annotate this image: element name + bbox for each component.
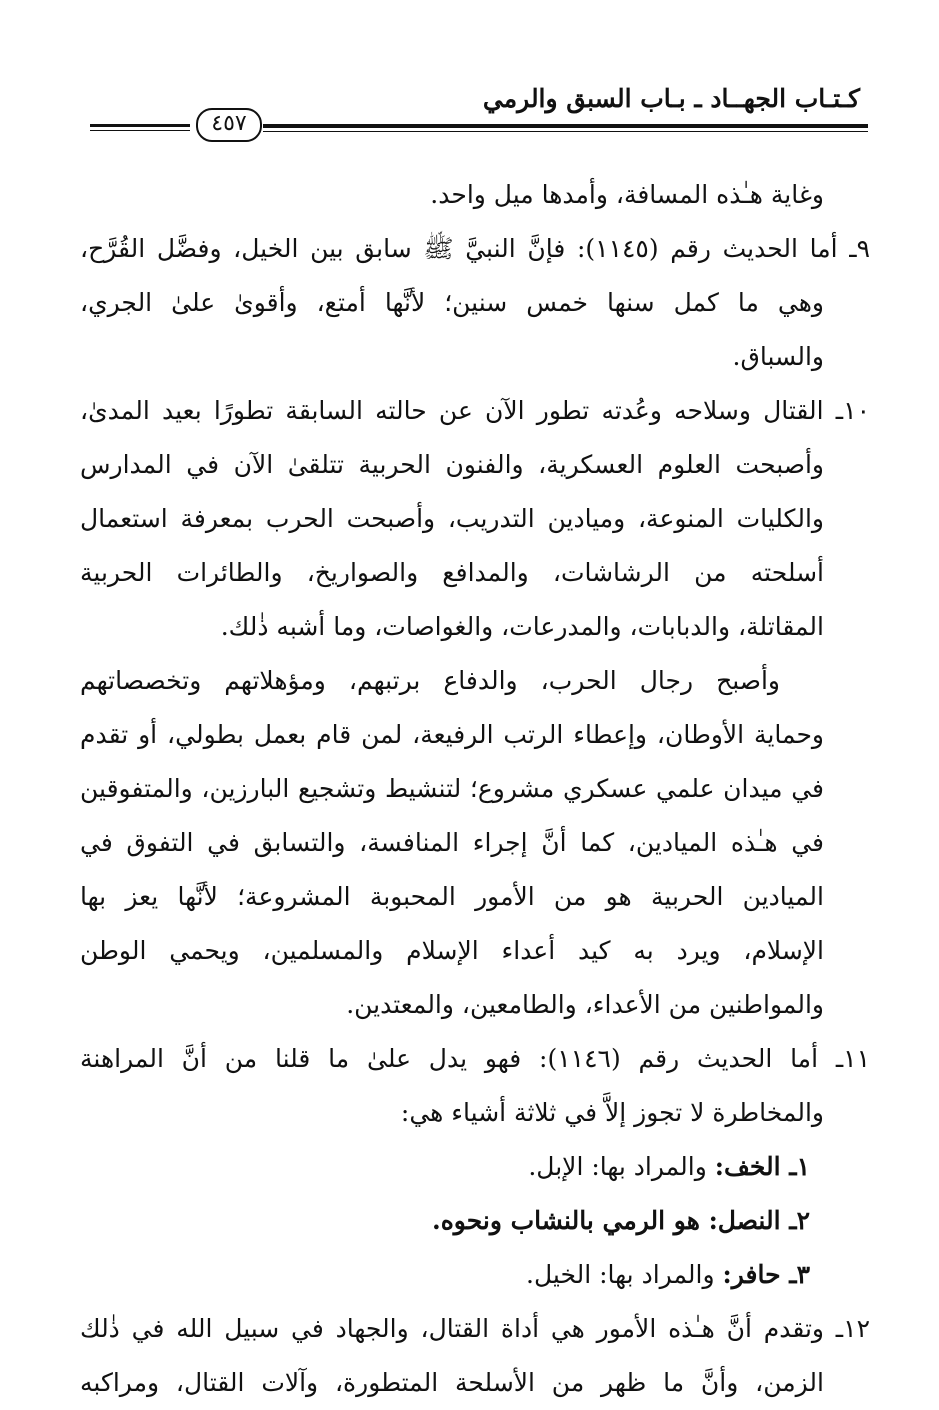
header-rule-left-thin bbox=[90, 130, 190, 131]
list-text: هو الرمي بالنشاب ونحوه. bbox=[432, 1206, 709, 1235]
text-line: وأصبح رجال الحرب، والدفاع برتبهم، ومؤهلاتهم وتخصصاتهم bbox=[80, 666, 780, 695]
list-item bbox=[80, 1194, 870, 1248]
text-line: أسلحته من الرشاشات، والمدافع والصواريخ، والطائرات الحربية bbox=[80, 558, 824, 587]
body-text bbox=[80, 168, 870, 1410]
list-text: والمراد بها: الإبل. bbox=[528, 1152, 715, 1181]
text-line: ١٠ـ القتال وسلاحه وعُدته تطور الآن عن حالته السابقة تطورًا بعيد المدىٰ، bbox=[80, 396, 870, 425]
list-term: ٢ـ النصل: bbox=[708, 1206, 810, 1235]
header-rule-left-thick bbox=[90, 124, 190, 127]
list-item bbox=[80, 1248, 870, 1302]
text-line: وغاية هـٰذه المسافة، وأمدها ميل واحد. bbox=[430, 180, 824, 209]
text-line: ٩ـ أما الحديث رقم (١١٤٥): فإنَّ النبيَّ ﷺ سابق بين الخيل، وفضَّل القُرَّح، bbox=[80, 234, 870, 263]
text-line: الميادين الحربية هو من الأمور المحبوبة المشروعة؛ لأنَّها يعز بها bbox=[80, 882, 824, 911]
text-line: ١٢ـ وتقدم أنَّ هـٰذه الأمور هي أداة القتال، والجهاد في سبيل الله في ذٰلك bbox=[80, 1314, 870, 1343]
text-line: والكليات المنوعة، وميادين التدريب، وأصبحت الحرب بمعرفة استعمال bbox=[80, 504, 824, 533]
header-rule-thick bbox=[263, 124, 868, 128]
text-line: في ميدان علمي عسكري مشروع؛ لتنشيط وتشجيع البارزين، والمتفوقين bbox=[80, 774, 824, 803]
list-item bbox=[80, 1140, 870, 1194]
list-term: ٣ـ حافر: bbox=[722, 1260, 810, 1289]
text-line: الزمن، وأنَّ ما ظهر من الأسلحة المتطورة، وآلات القتال، ومراكبه bbox=[80, 1368, 824, 1397]
text-line: المقاتلة، والدبابات، والمدرعات، والغواصات، وما أشبه ذٰلك. bbox=[220, 612, 824, 641]
running-title: كـتـاب الجهــاد ـ بـاب السبق والرمي bbox=[482, 84, 860, 113]
text-line: والمخاطرة لا تجوز إلاَّ في ثلاثة أشياء هي: bbox=[400, 1098, 824, 1127]
text-line: في هـٰذه الميادين، كما أنَّ إجراء المنافسة، والتسابق في التفوق في bbox=[80, 828, 824, 857]
text-line: الإسلام، ويرد به كيد أعداء الإسلام والمسلمين، ويحمي الوطن bbox=[80, 936, 824, 965]
list-term: ١ـ الخف: bbox=[714, 1152, 810, 1181]
header-rule-thin bbox=[263, 131, 868, 132]
text-line: وهي ما كمل سنها خمس سنين؛ لأنَّها أمتع، وأقوىٰ علىٰ الجري، bbox=[80, 288, 824, 317]
text-line: وحماية الأوطان، وإعطاء الرتب الرفيعة، لمن قام بعمل بطولي، أو تقدم bbox=[80, 720, 824, 749]
text-line: والمواطنين من الأعداء، والطامعين، والمعتدين. bbox=[346, 990, 824, 1019]
text-line: والسباق. bbox=[732, 342, 824, 371]
page-number-badge: ٤٥٧ bbox=[196, 108, 262, 142]
text-line: وأصبحت العلوم العسكرية، والفنون الحربية تتلقىٰ الآن في المدارس bbox=[80, 450, 824, 479]
list-text: والمراد بها: الخيل. bbox=[526, 1260, 723, 1289]
text-line: ١١ـ أما الحديث رقم (١١٤٦): فهو يدل علىٰ ما قلنا من أنَّ المراهنة bbox=[80, 1044, 870, 1073]
page-header bbox=[90, 82, 868, 142]
